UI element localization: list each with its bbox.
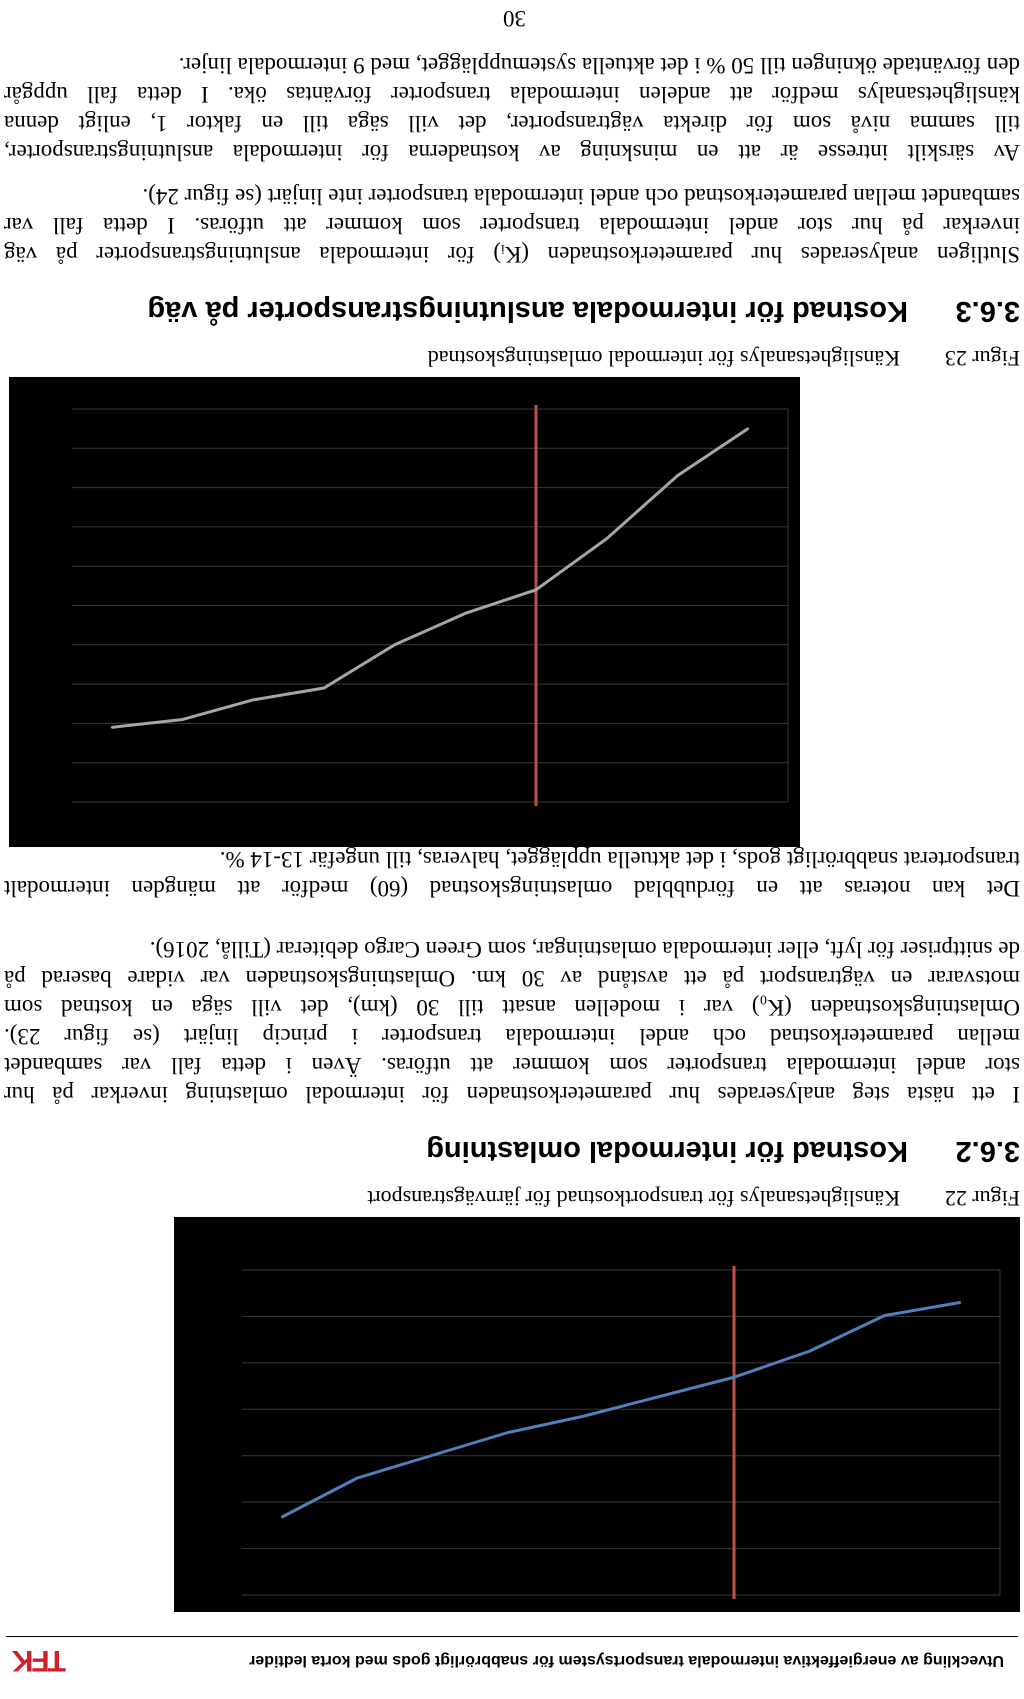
chart-figure-22 [174,1217,1020,1612]
data-point [535,589,537,591]
data-point [464,612,466,614]
paragraph-line: Det kan noteras att en fördubblad omlastningskostnad (60) medför att mängden intermodalt [4,876,1020,901]
data-point [507,1431,509,1433]
paragraph-line: Av särskilt intresse är att en minskning av kostnaderna för intermodala anslutningstransporter, [4,140,1020,165]
data-point [808,1350,810,1352]
data-point [281,1516,283,1518]
section-3-6-2-heading [426,1134,1020,1167]
figure-22-caption [367,1185,1020,1211]
data-point [181,718,183,720]
figure-22-number: Figur 22 [944,1186,1020,1211]
section-3-6-3-number: 3.6.3 [955,295,1020,327]
data-point [323,687,325,689]
chart-figure-22-svg [174,1217,1020,1612]
section-3-6-3-title: Kostnad för intermodala anslutningstransporter på väg [147,295,908,327]
chart-figure-23 [9,377,800,847]
paragraph-line: inverkar på hur stor andel intermodala transporter som kommer att utföras. I detta fall var [4,213,1020,238]
footer-title: Utveckling av energieffektiva intermodala transportsystem för snabbrörligt gods med korta ledtider [249,1652,1004,1669]
paragraph-line: känslighetsanalys medför att andelen intermodala transporter förväntas öka. I detta fall uppgår [4,82,1020,107]
paragraph-line: stor andel intermodala transporter som kommer att utföras. Även i detta fall var sambandet [4,1053,1020,1078]
data-point [733,1376,735,1378]
paragraph-line: den förväntade ökningen till 50 % i det aktuella systemupplägget, med 9 intermodala linjer. [178,53,1020,78]
figure-23-number: Figur 23 [944,346,1020,371]
paragraph-line: motsvarar en vägtransport på ett avstånd av 30 km. Omlastningskostnaden var vidare baserad på [4,966,1020,991]
chart-figure-23-svg [9,377,800,847]
figure-23-caption-text: Känslighetsanalys för intermodal omlastningskostnad [427,346,900,371]
figure-23-caption [428,345,1020,371]
section-3-6-2-title: Kostnad för intermodal omlastning [426,1135,908,1167]
data-point [959,1301,961,1303]
data-point [252,699,254,701]
data-point [605,537,607,539]
tfk-logo: TFK [13,1644,66,1677]
section-3-6-3-heading [147,294,1020,327]
data-point [657,1396,659,1398]
data-point [393,644,395,646]
paragraph-line: mellan parameterkostnad och andel intermodala transporter i princip linjärt (se figur 23). [4,1024,1020,1049]
paragraph-line: Slutligen analyserades hur parameterkostnaden (Kᵢ) för intermodala anslutningstransporter på väg [4,242,1020,267]
data-point [431,1454,433,1456]
data-point [356,1477,358,1479]
data-point [883,1314,885,1316]
series-line [112,429,748,728]
section-3-6-2-number: 3.6.2 [955,1135,1020,1167]
section-3-6-2-paragraph-2 [4,845,1020,903]
section-3-6-3-paragraph-1 [4,182,1020,269]
data-point [747,427,749,429]
data-point [582,1415,584,1417]
paragraph-line: transporterat snabbrörligt gods, i det aktuella upplägget, halveras, till ungefär 13-14 %. [219,847,1020,872]
footer-rule [6,1636,1018,1637]
paragraph-line: till samma nivå som för direkta vägtransporter, det vill säga till en faktor 1, enligt denna [4,111,1020,136]
paragraph-line: Omlastningskostnaden (K₀) var i modellen ansatt till 30 (km), det vill säga en kostnad som [4,995,1020,1020]
section-3-6-3-paragraph-2 [4,51,1020,167]
section-3-6-2-paragraph-1 [4,935,1020,1109]
paragraph-line: I ett nästa steg analyserades hur parameterkostnaden för intermodal omlastning inverkar på hur [4,1082,1020,1107]
data-point [676,475,678,477]
paragraph-line: de snittpriser för lyft, eller intermodala omlastningar, som Green Cargo debiterar (Tillå, 2016). [149,937,1020,962]
page-number: 30 [503,6,526,31]
page-footer [0,1609,1024,1699]
figure-22-caption-text: Känslighetsanalys för transportkostnad för järnvägstransport [367,1186,900,1211]
paragraph-line: sambandet mellan parameterkostnad och andel intermodala transporter inte linjärt (se figur 24). [142,184,1020,209]
data-point [111,726,113,728]
